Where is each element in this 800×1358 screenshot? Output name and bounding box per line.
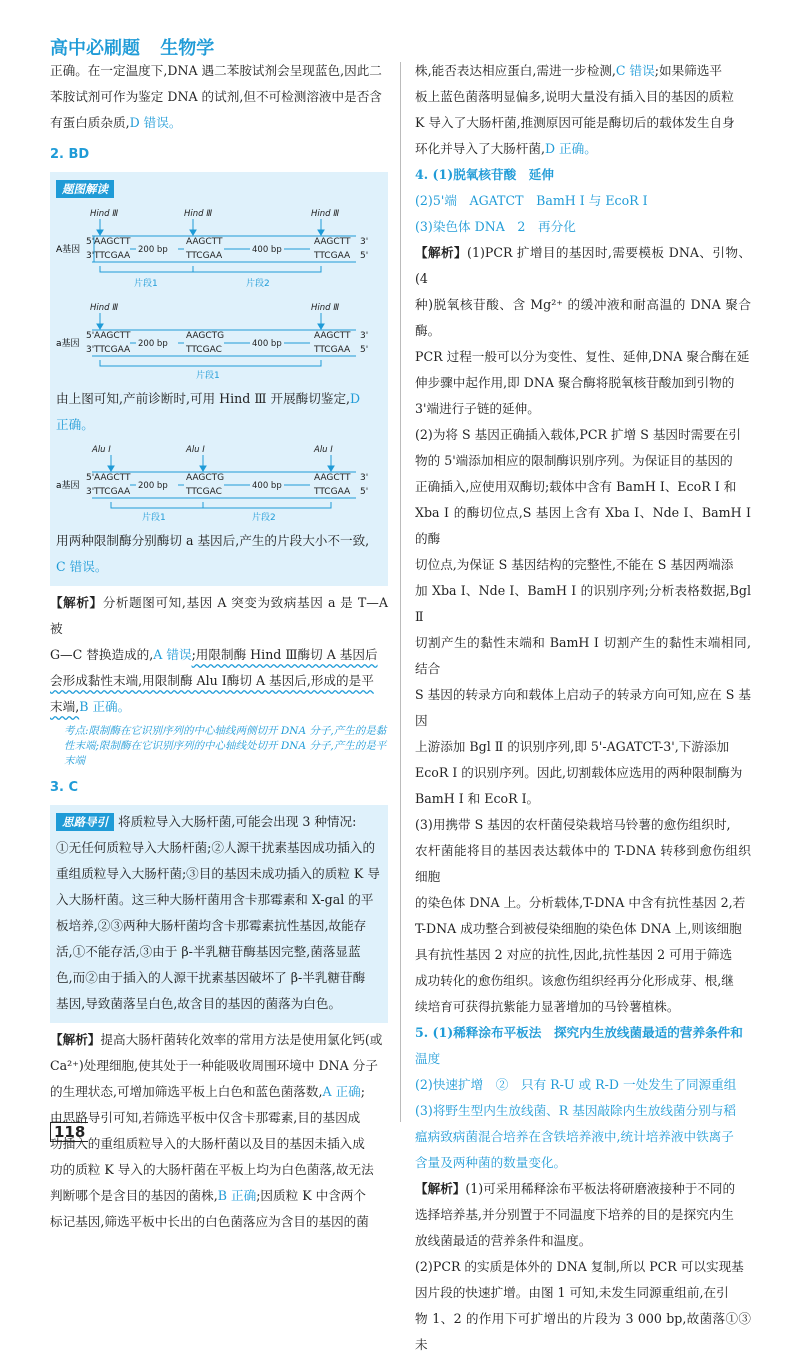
- diagram-a-gene-aluI: [56, 440, 382, 526]
- enzyme-label: Hind Ⅲ: [90, 303, 119, 313]
- figure-interpretation-box: [50, 172, 388, 586]
- text-line: 切位点,为保证 S 基因结构的完整性,不能在 S 基因两端添: [415, 557, 734, 572]
- svg-text:AAGCTT: AAGCTT: [314, 237, 351, 247]
- piece-label: 片段1: [196, 371, 220, 381]
- svg-text:TTCGAA: TTCGAA: [314, 251, 351, 261]
- svg-text:3': 3': [360, 331, 369, 341]
- svg-text:AAGCTT: AAGCTT: [314, 473, 351, 483]
- text-line: EcoR Ⅰ 的识别序列。因此,切割载体应选用的两种限制酶为: [415, 765, 743, 780]
- text-line: 物的 5'端添加相应的限制酶识别序列。为保证目的基因的: [415, 453, 733, 468]
- text-line: 功插入的重组质粒导入的大肠杆菌以及目的基因未插入成: [50, 1136, 365, 1151]
- text-line: 切割产生的黏性末端和 BamH Ⅰ 切割产生的黏性末端相同,结合: [415, 635, 751, 676]
- svg-text:AAGCTG: AAGCTG: [186, 473, 225, 483]
- svg-text:5': 5': [86, 473, 95, 483]
- answer-line: 温度: [415, 1051, 441, 1066]
- svg-text:400 bp: 400 bp: [252, 245, 282, 255]
- text-line: 伸步骤中起作用,即 DNA 聚合酶将脱氧核苷酸加到引物的: [415, 375, 735, 390]
- text-line: 3'端进行子链的延伸。: [415, 401, 540, 416]
- svg-text:5': 5': [360, 251, 369, 261]
- gene-label: a基因: [56, 339, 80, 349]
- answer-line: (3)将野生型内生放线菌、R 基因敲除内生放线菌分别与稻: [415, 1103, 736, 1118]
- svg-text:200 bp: 200 bp: [138, 481, 168, 491]
- left-column: [50, 58, 388, 1235]
- text-line: 板培养,②③两种大肠杆菌均含卡那霉素抗性基因,故能存: [56, 918, 367, 933]
- svg-text:AAGCTT: AAGCTT: [314, 331, 351, 341]
- thinking-guide-box: [50, 805, 388, 1023]
- enzyme-label: Alu Ⅰ: [92, 445, 111, 455]
- piece-label: 片段2: [252, 513, 276, 523]
- svg-text:AAGCTT: AAGCTT: [186, 237, 223, 247]
- piece-label: 片段2: [246, 279, 270, 289]
- text-line: 选择培养基,并分别置于不同温度下培养的目的是探究内生: [415, 1207, 734, 1222]
- answer-line: 瘟病致病菌混合培养在含铁培养液中,统计培养液中铁离子: [415, 1129, 734, 1144]
- svg-text:TTCGAC: TTCGAC: [186, 345, 222, 355]
- text-line: 色,而②由于插入的人源干扰素基因破坏了 β-半乳糖苷酶: [56, 970, 366, 985]
- svg-text:3': 3': [360, 237, 369, 247]
- svg-text:TTCGAA: TTCGAA: [314, 487, 351, 497]
- silu-tag: 思路导引: [56, 813, 114, 831]
- text-line: 活,①不能存活,③由于 β-半乳糖苷酶基因完整,菌落显蓝: [56, 944, 361, 959]
- enzyme-label: Alu Ⅰ: [186, 445, 205, 455]
- question-2-answer: 2. BD: [50, 147, 90, 162]
- svg-text:AAGCTT: AAGCTT: [94, 237, 131, 247]
- text-line: 的生理状态,可增加筛选平板上白色和蓝色菌落数,A 正确;: [50, 1084, 366, 1099]
- text-line: 基因,导致菌落呈白色,故含目的基因的菌落为白色。: [56, 996, 342, 1011]
- text-line: 判断哪个是含目的基因的菌株,B 正确;因质粒 K 中含两个: [50, 1188, 367, 1203]
- text-line: 正确插入,应使用双酶切;载体中含有 BamH Ⅰ、EcoR Ⅰ 和: [415, 479, 737, 494]
- text-line: 种)脱氧核苷酸、含 Mg²⁺ 的缓冲液和耐高温的 DNA 聚合酶。: [415, 297, 751, 338]
- text-line: (2)PCR 的实质是体外的 DNA 复制,所以 PCR 可以实现基: [415, 1259, 744, 1274]
- enzyme-label: Hind Ⅲ: [311, 209, 340, 219]
- enzyme-label: Hind Ⅲ: [311, 303, 340, 313]
- svg-text:5': 5': [86, 331, 95, 341]
- text-line: ①无任何质粒导入大肠杆菌;②人源干扰素基因成功插入的: [56, 840, 376, 855]
- text-line: 具有抗性基因 2 对应的抗性,因此,抗性基因 2 可用于筛选: [415, 947, 733, 962]
- text-line: 放线菌最适的营养条件和温度。: [415, 1233, 592, 1248]
- svg-text:TTCGAC: TTCGAC: [186, 487, 222, 497]
- svg-text:TTCGAA: TTCGAA: [94, 345, 131, 355]
- text-line: 物 1、2 的作用下可扩增出的片段为 3 000 bp,故菌落①③未: [415, 1311, 751, 1352]
- text-line: 会形成黏性末端,用限制酶 Alu Ⅰ酶切 A 基因后,形成的是平: [50, 673, 374, 688]
- text-line: 由思路导引可知,若筛选平板中仅含卡那霉素,目的基因成: [50, 1110, 361, 1125]
- text-line: PCR 过程一般可以分为变性、复性、延伸,DNA 聚合酶在延: [415, 349, 750, 364]
- text-line: 标记基因,筛选平板中长出的白色菌落应为含目的基因的菌: [50, 1214, 369, 1229]
- text-line: 由上图可知,产前诊断时,可用 Hind Ⅲ 开展酶切鉴定,D: [56, 391, 361, 406]
- svg-text:TTCGAA: TTCGAA: [186, 251, 223, 261]
- svg-text:5': 5': [360, 487, 369, 497]
- page-header: [50, 34, 228, 60]
- text-line: (2)为将 S 基因正确插入载体,PCR 扩增 S 基因时需要在引: [415, 427, 741, 442]
- answer-line: (3)染色体 DNA 2 再分化: [415, 219, 576, 234]
- diagram-a-gene-hindIII: [56, 298, 382, 384]
- question-5-answer: 5. (1)稀释涂布平板法 探究内生放线菌最适的营养条件和: [415, 1025, 743, 1040]
- gene-label: A基因: [56, 245, 81, 255]
- text-line: G—C 替换造成的,A 错误;用限制酶 Hind Ⅲ酶切 A 基因后: [50, 647, 378, 662]
- enzyme-label: Hind Ⅲ: [90, 209, 119, 219]
- text-line: 末端,B 正确。: [50, 699, 131, 714]
- text-line: 板上蓝色菌落明显偏多,说明大量没有插入目的基因的质粒: [415, 89, 734, 104]
- svg-text:3': 3': [86, 345, 95, 355]
- text-line: 农杆菌能将目的基因表达载体中的 T-DNA 转移到愈伤组织细胞: [415, 843, 751, 884]
- text-line: T-DNA 成功整合到被侵染细胞的染色体 DNA 上,则该细胞: [415, 921, 742, 936]
- piece-label: 片段1: [142, 513, 166, 523]
- svg-text:AAGCTT: AAGCTT: [94, 331, 131, 341]
- text-line: (3)用携带 S 基因的农杆菌侵染栽培马铃薯的愈伤组织时,: [415, 817, 731, 832]
- question-3-answer: 3. C: [50, 780, 79, 795]
- svg-text:3': 3': [86, 487, 95, 497]
- book-title: 高中必刷题: [50, 38, 140, 59]
- key-point-note: 考点:限制酶在它识别序列的中心轴线两侧切开 DNA 分子,产生的是黏性末端;限制酶在它识别序列的中心轴线处切开 DNA 分子,产生的是平末端: [64, 725, 387, 767]
- text-line: 环化并导入了大肠杆菌,D 正确。: [415, 141, 597, 156]
- text-line: 【解析】(1)PCR 扩增目的基因时,需要模板 DNA、引物、(4: [415, 245, 752, 286]
- text-line: S 基因的转录方向和载体上启动子的转录方向可知,应在 S 基因: [415, 687, 751, 728]
- svg-text:AAGCTT: AAGCTT: [94, 473, 131, 483]
- text-line: 用两种限制酶分别酶切 a 基因后,产生的片段大小不一致,: [56, 533, 370, 548]
- answer-line: (2)快速扩增 ② 只有 R-U 或 R-D 一处发生了同源重组: [415, 1077, 737, 1092]
- text-line: 【解析】分析题图可知,基因 A 突变为致病基因 a 是 T—A 被: [50, 595, 388, 636]
- text-line: 功的质粒 K 导入的大肠杆菌在平板上均为白色菌落,故无法: [50, 1162, 374, 1177]
- svg-text:200 bp: 200 bp: [138, 339, 168, 349]
- right-column: [415, 58, 751, 1358]
- svg-text:AAGCTG: AAGCTG: [186, 331, 225, 341]
- diagram-A-gene-hindIII: [56, 204, 382, 296]
- tijie-tag: 题图解读: [56, 180, 114, 198]
- text-line: 正确。: [56, 417, 94, 432]
- text-line: 重组质粒导入大肠杆菌;③目的基因未成功插入的质粒 K 导: [56, 866, 380, 881]
- svg-text:5': 5': [86, 237, 95, 247]
- text-line: BamH Ⅰ 和 EcoR Ⅰ。: [415, 791, 540, 806]
- text-line: 因片段的快速扩增。由图 1 可知,未发生同源重组前,在引: [415, 1285, 729, 1300]
- enzyme-label: Hind Ⅲ: [184, 209, 213, 219]
- gene-label: a基因: [56, 481, 80, 491]
- text-line: Xba Ⅰ 的酶切位点,S 基因上含有 Xba Ⅰ、Nde Ⅰ、BamH Ⅰ 的酶: [415, 505, 751, 546]
- text-line: 上游添加 Bgl Ⅱ 的识别序列,即 5'-AGATCT-3',下游添加: [415, 739, 730, 754]
- svg-text:3': 3': [86, 251, 95, 261]
- svg-text:400 bp: 400 bp: [252, 339, 282, 349]
- subject-title: 生物学: [160, 38, 215, 59]
- text-line: C 错误。: [56, 559, 108, 574]
- text-line: 株,能否表达相应蛋白,需进一步检测,C 错误;如果筛选平: [415, 63, 722, 78]
- text-line: 【解析】(1)可采用稀释涂布平板法将研磨液接种于不同的: [415, 1181, 736, 1196]
- text-line: 有蛋白质杂质,D 错误。: [50, 115, 182, 130]
- text-line: 续培育可获得抗紫能力显著增加的马铃薯植株。: [415, 999, 680, 1014]
- answer-line: 含量及两种菌的数量变化。: [415, 1155, 567, 1170]
- question-4-answer: 4. (1)脱氧核苷酸 延伸: [415, 167, 554, 182]
- text-line: 的染色体 DNA 上。分析载体,T-DNA 中含有抗性基因 2,若: [415, 895, 746, 910]
- text-line: Ca²⁺)处理细胞,使其处于一种能吸收周围环境中 DNA 分子: [50, 1058, 378, 1073]
- svg-text:400 bp: 400 bp: [252, 481, 282, 491]
- answer-line: (2)5'端 AGATCT BamH Ⅰ 与 EcoR Ⅰ: [415, 193, 648, 208]
- column-divider: [400, 62, 401, 1122]
- svg-text:TTCGAA: TTCGAA: [94, 487, 131, 497]
- piece-label: 片段1: [134, 279, 158, 289]
- text-line: 思路导引 将质粒导入大肠杆菌,可能会出现 3 种情况:: [56, 809, 382, 835]
- page-number: 118: [50, 1122, 88, 1142]
- text-line: 【解析】提高大肠杆菌转化效率的常用方法是使用氯化钙(或: [50, 1032, 383, 1047]
- text-line: 成功转化的愈伤组织。该愈伤组织经再分化形成芽、根,继: [415, 973, 734, 988]
- svg-text:TTCGAA: TTCGAA: [314, 345, 351, 355]
- text-line: 正确。在一定温度下,DNA 遇二苯胺试剂会呈现蓝色,因此二: [50, 63, 382, 78]
- text-line: 入大肠杆菌。这三种大肠杆菌用含卡那霉素和 X-gal 的平: [56, 892, 374, 907]
- text-line: K 导入了大肠杆菌,推测原因可能是酶切后的载体发生自身: [415, 115, 735, 130]
- svg-text:3': 3': [360, 473, 369, 483]
- svg-text:200 bp: 200 bp: [138, 245, 168, 255]
- enzyme-label: Alu Ⅰ: [314, 445, 333, 455]
- text-line: 加 Xba Ⅰ、Nde Ⅰ、BamH Ⅰ 的识别序列;分析表格数据,Bgl Ⅱ: [415, 583, 751, 624]
- svg-text:5': 5': [360, 345, 369, 355]
- text-line: 苯胺试剂可作为鉴定 DNA 的试剂,但不可检测溶液中是否含: [50, 89, 382, 104]
- svg-text:TTCGAA: TTCGAA: [94, 251, 131, 261]
